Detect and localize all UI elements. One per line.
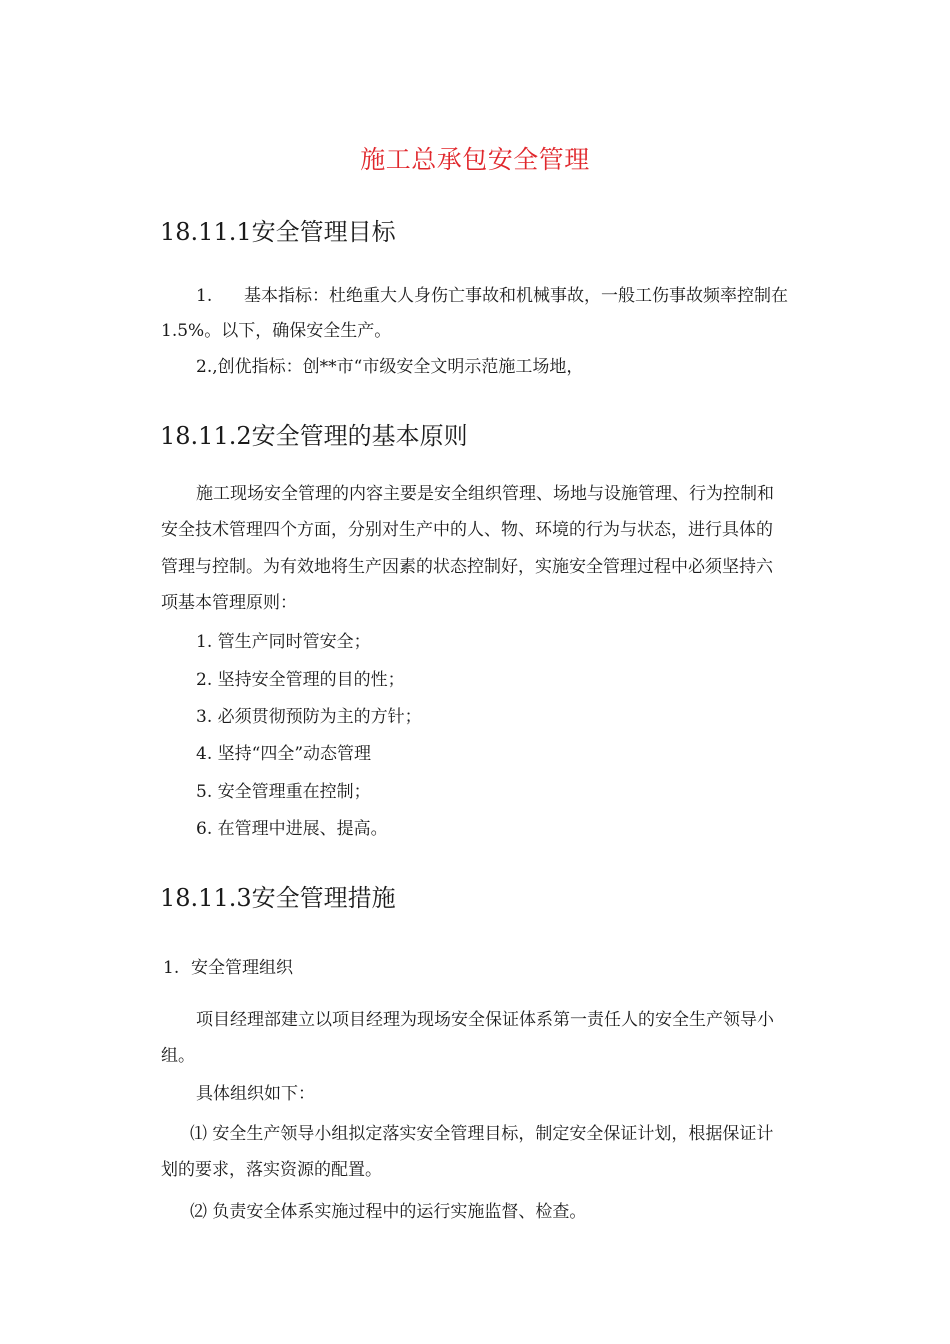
measure-sub-heading-number: 1. bbox=[163, 958, 180, 978]
goal-item-1-line-1 bbox=[196, 285, 788, 307]
document-title: 施工总承包安全管理 bbox=[360, 145, 590, 174]
organization-paragraph-line-2: 组。 bbox=[161, 1046, 195, 1066]
principles-paragraph-line-3: 管理与控制。为有效地将生产因素的状态控制好，实施安全管理过程中必须坚持六 bbox=[161, 557, 773, 577]
goal-item-2: 2.,创优指标：创**市“市级安全文明示范施工场地， bbox=[196, 357, 584, 377]
section-heading-3: 18.11.3安全管理措施 bbox=[160, 884, 396, 912]
section-heading-1: 18.11.1安全管理目标 bbox=[160, 218, 396, 246]
principle-item: 1. 管生产同时管安全； bbox=[196, 632, 371, 652]
section-heading-2: 18.11.2安全管理的基本原则 bbox=[160, 422, 468, 450]
principles-paragraph-line-1: 施工现场安全管理的内容主要是安全组织管理、场地与设施管理、行为控制和 bbox=[196, 484, 774, 504]
principle-item: 5. 安全管理重在控制； bbox=[196, 782, 371, 802]
organization-intro: 具体组织如下： bbox=[196, 1084, 315, 1104]
goal-item-1-text: 基本指标：杜绝重大人身伤亡事故和机械事故，一般工伤事故频率控制在 bbox=[244, 286, 788, 306]
principle-item: 4. 坚持“四全”动态管理 bbox=[196, 744, 372, 764]
goal-item-1-line-2: 1.5%。以下，确保安全生产。 bbox=[161, 321, 392, 341]
principle-item: 2. 坚持安全管理的目的性； bbox=[196, 670, 405, 690]
measure-sub-heading-label: 安全管理组织 bbox=[191, 958, 293, 978]
organization-item-1-line-1: ⑴ 安全生产领导小组拟定落实安全管理目标，制定安全保证计划，根据保证计 bbox=[190, 1124, 774, 1144]
principle-item: 6. 在管理中进展、提高。 bbox=[196, 819, 388, 839]
organization-item-2: ⑵ 负责安全体系实施过程中的运行实施监督、检查。 bbox=[190, 1202, 587, 1222]
principles-paragraph-line-2: 安全技术管理四个方面，分别对生产中的人、物、环境的行为与状态，进行具体的 bbox=[161, 520, 773, 540]
organization-item-1-line-2: 划的要求，落实资源的配置。 bbox=[161, 1160, 382, 1180]
organization-paragraph-line-1: 项目经理部建立以项目经理为现场安全保证体系第一责任人的安全生产领导小 bbox=[196, 1010, 774, 1030]
measure-sub-heading-1 bbox=[163, 957, 293, 979]
principle-item: 3. 必须贯彻预防为主的方针； bbox=[196, 707, 422, 727]
goal-item-1-number: 1. bbox=[196, 286, 213, 306]
principles-paragraph-line-4: 项基本管理原则： bbox=[161, 593, 297, 613]
